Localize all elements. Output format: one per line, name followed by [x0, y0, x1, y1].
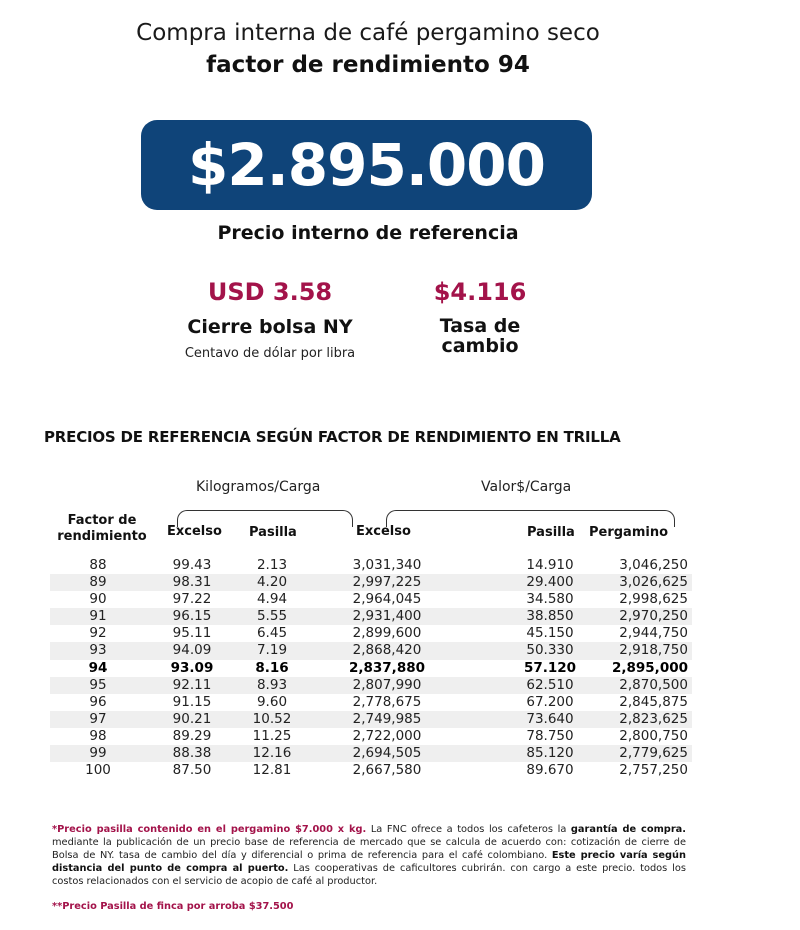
- cell-pasilla-value: 50.330: [526, 642, 574, 659]
- cell-excelso-value: 2,807,990: [352, 676, 422, 693]
- page-subtitle: factor de rendimiento 94: [206, 52, 530, 78]
- cell-pasilla-value: 78.750: [526, 727, 574, 744]
- cell-factor: 95: [89, 676, 107, 693]
- footnote: [52, 823, 686, 888]
- cell-excelso-kg: 87.50: [172, 762, 212, 779]
- cell-pergamino-value: 3,026,625: [619, 574, 688, 591]
- cell-pasilla-value: 73.640: [526, 710, 574, 727]
- cell-pergamino-value: 2,845,875: [619, 693, 688, 710]
- cell-excelso-kg: 99.43: [172, 557, 212, 573]
- cell-pergamino-value: 2,779,625: [619, 745, 688, 762]
- cell-factor: 98: [89, 727, 107, 744]
- col-header-factor-line1: Factor de: [67, 513, 137, 528]
- cell-excelso-value: 2,778,675: [352, 693, 422, 710]
- cell-excelso-value: 2,964,045: [352, 591, 422, 608]
- col-header-factor-line2: rendimiento: [57, 529, 147, 544]
- table-row: [50, 557, 692, 574]
- cell-pasilla-kg: 11.25: [252, 727, 292, 744]
- cell-pasilla-kg: 2.13: [256, 557, 288, 573]
- cell-pergamino-value: 2,870,500: [619, 676, 688, 693]
- col-header-pasilla-value: Pasilla: [527, 525, 575, 540]
- cell-pasilla-value: 45.150: [526, 625, 574, 642]
- cell-pergamino-value: 2,970,250: [619, 608, 688, 625]
- cell-excelso-kg: 92.11: [172, 676, 212, 693]
- cell-pergamino-value: 2,800,750: [619, 727, 688, 744]
- col-header-pergamino-value: Pergamino: [589, 525, 669, 540]
- page-title: Compra interna de café pergamino seco: [136, 20, 600, 46]
- cell-pasilla-kg: 8.93: [256, 676, 288, 693]
- exchange-rate-label-line1: Tasa de: [439, 315, 521, 337]
- cell-pasilla-kg: 12.16: [252, 745, 292, 762]
- col-header-excelso-kg: Excelso: [167, 524, 222, 539]
- cell-factor: 99: [89, 745, 107, 762]
- cell-pasilla-value: 89.670: [526, 762, 574, 779]
- table-row: [50, 677, 692, 694]
- cell-pergamino-value: 2,918,750: [619, 642, 688, 659]
- cell-pergamino-value: 2,895,000: [611, 659, 688, 676]
- table-row: [50, 745, 692, 762]
- cell-factor: 94: [88, 659, 108, 676]
- cell-excelso-kg: 96.15: [172, 608, 212, 625]
- footnote-pasilla-finca: **Precio Pasilla de finca por arroba $37.500: [52, 901, 294, 912]
- footnote-text-a: La FNC ofrece a todos los cafeteros la: [366, 824, 571, 835]
- cell-pasilla-kg: 5.55: [256, 608, 288, 625]
- cell-factor: 90: [89, 591, 107, 608]
- table-row: [50, 762, 692, 779]
- price-box: [141, 120, 592, 210]
- cell-excelso-kg: 95.11: [172, 625, 212, 642]
- table-row: [50, 642, 692, 659]
- cell-factor: 91: [89, 608, 107, 625]
- cell-excelso-kg: 98.31: [172, 574, 212, 591]
- cell-pasilla-kg: 8.16: [255, 659, 289, 676]
- cell-factor: 89: [89, 574, 107, 591]
- cell-pasilla-value: 67.200: [526, 693, 574, 710]
- group-label-value: Valor$/Carga: [481, 479, 572, 495]
- ny-close-value: USD 3.58: [207, 278, 333, 306]
- footnote-highlight: *Precio pasilla contenido en el pergamino $7.000 x kg.: [52, 824, 367, 835]
- table-row: [50, 728, 692, 745]
- cell-pasilla-value: 38.850: [526, 608, 574, 625]
- cell-factor: 92: [89, 625, 107, 642]
- cell-pasilla-kg: 7.19: [256, 642, 288, 659]
- table-row: [50, 608, 692, 625]
- cell-excelso-kg: 97.22: [172, 591, 212, 608]
- cell-factor: 88: [89, 557, 107, 573]
- table-title: PRECIOS DE REFERENCIA SEGÚN FACTOR DE RENDIMIENTO EN TRILLA: [44, 428, 621, 446]
- table-row: [50, 574, 692, 591]
- table-row: [50, 694, 692, 711]
- cell-factor: 93: [89, 642, 107, 659]
- cell-pasilla-kg: 12.81: [252, 762, 292, 779]
- cell-excelso-kg: 93.09: [170, 659, 214, 676]
- group-label-kg: Kilogramos/Carga: [196, 479, 321, 495]
- cell-pasilla-value: 62.510: [526, 676, 574, 693]
- cell-pasilla-value: 85.120: [526, 745, 574, 762]
- cell-excelso-kg: 94.09: [172, 642, 212, 659]
- col-header-pasilla-kg: Pasilla: [249, 525, 297, 540]
- cell-pergamino-value: 2,998,625: [619, 591, 688, 608]
- cell-pasilla-kg: 6.45: [256, 625, 288, 642]
- exchange-rate-value: $4.116: [433, 278, 527, 306]
- cell-excelso-value: 3,031,340: [352, 557, 422, 573]
- ny-close-label: Cierre bolsa NY: [187, 316, 353, 338]
- footnote-text-e: Las cooperativas de caficultores cubrirán. con cargo a este precio. todos los costos relacionados con el servicio de acopio de café al productor.: [52, 863, 686, 887]
- table-row: [50, 625, 692, 642]
- cell-pasilla-value: 57.120: [523, 659, 577, 676]
- cell-pasilla-value: 14.910: [526, 557, 574, 573]
- cell-factor: 96: [89, 693, 107, 710]
- price-label: Precio interno de referencia: [217, 222, 519, 244]
- cell-excelso-kg: 89.29: [172, 727, 212, 744]
- price-table: [50, 557, 692, 779]
- table-row: [50, 660, 692, 677]
- cell-excelso-value: 2,997,225: [352, 574, 422, 591]
- cell-pasilla-kg: 4.20: [256, 574, 288, 591]
- ny-close-sublabel: Centavo de dólar por libra: [184, 346, 356, 361]
- cell-excelso-value: 2,667,580: [352, 762, 422, 779]
- cell-excelso-value: 2,749,985: [352, 710, 422, 727]
- table-row: [50, 591, 692, 608]
- cell-excelso-value: 2,868,420: [352, 642, 422, 659]
- cell-pergamino-value: 3,046,250: [619, 557, 688, 573]
- cell-pasilla-kg: 4.94: [256, 591, 288, 608]
- cell-excelso-value: 2,837,880: [348, 659, 425, 676]
- footnote-bold-d: Este precio varía según distancia del punto de compra al puerto.: [52, 850, 686, 874]
- cell-pergamino-value: 2,757,250: [619, 762, 688, 779]
- table-row: [50, 711, 692, 728]
- cell-pergamino-value: 2,944,750: [619, 625, 688, 642]
- cell-excelso-value: 2,722,000: [352, 727, 422, 744]
- cell-factor: 100: [85, 762, 111, 779]
- cell-excelso-value: 2,899,600: [352, 625, 422, 642]
- cell-excelso-kg: 90.21: [172, 710, 212, 727]
- cell-factor: 97: [89, 710, 107, 727]
- cell-pasilla-kg: 10.52: [252, 710, 292, 727]
- footnote-bold-b: garantía de compra.: [570, 824, 686, 835]
- cell-excelso-value: 2,694,505: [352, 745, 422, 762]
- footnote-text-c: mediante la publicación de un precio base de referencia de mercado que se calcula de acuerdo con: cotización de cierre de Bolsa de NY. tasa de cambio del día y diferencial o prima de referencia para el café colombiano.: [52, 837, 686, 861]
- cell-pasilla-value: 34.580: [526, 591, 574, 608]
- cell-excelso-value: 2,931,400: [352, 608, 422, 625]
- exchange-rate-label: [420, 316, 540, 356]
- cell-excelso-kg: 91.15: [172, 693, 212, 710]
- col-header-factor: [52, 513, 152, 545]
- col-header-excelso-value: Excelso: [356, 524, 411, 539]
- cell-excelso-kg: 88.38: [172, 745, 212, 762]
- exchange-rate-label-line2: cambio: [441, 335, 519, 357]
- cell-pasilla-kg: 9.60: [256, 693, 288, 710]
- price-value: $2.895.000: [188, 131, 545, 199]
- cell-pasilla-value: 29.400: [526, 574, 574, 591]
- cell-pergamino-value: 2,823,625: [619, 710, 688, 727]
